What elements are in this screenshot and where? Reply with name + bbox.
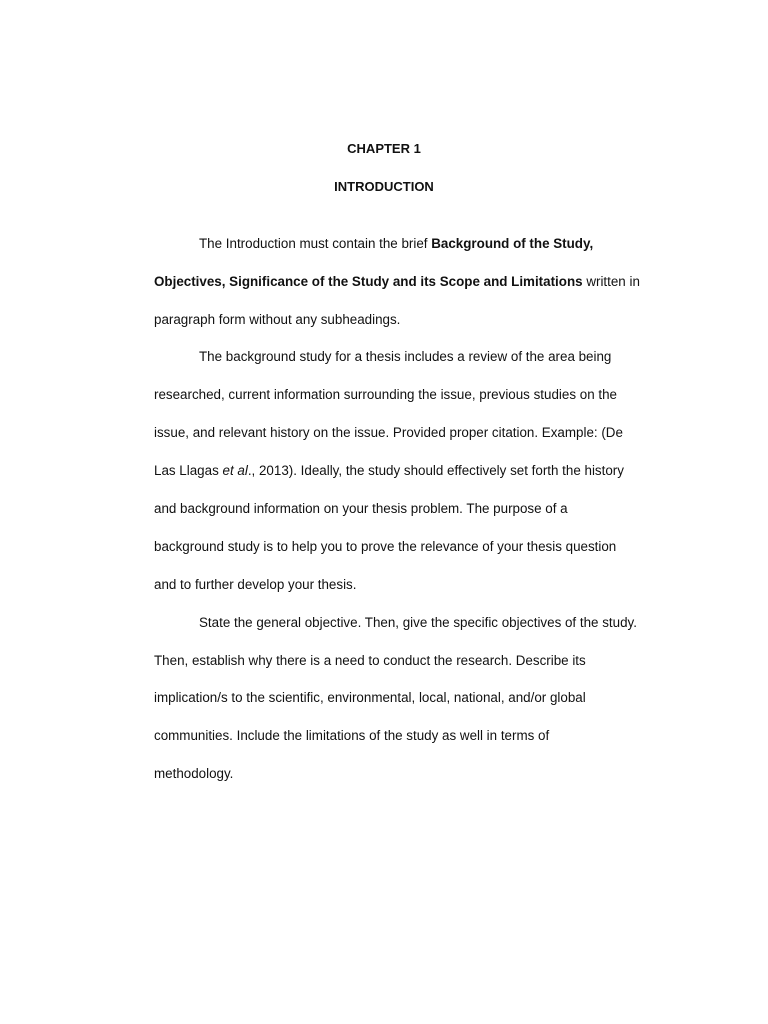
text-run: Las Llagas (154, 463, 223, 478)
text-run: issue, and relevant history on the issue. Provided proper citation. Example: (De (154, 425, 623, 440)
text-line (154, 539, 616, 555)
text-line (199, 615, 637, 631)
text-line (199, 236, 593, 252)
bold-text: Background of the Study, (431, 236, 594, 251)
text-run: Then, establish why there is a need to conduct the research. Describe its (154, 653, 586, 668)
text-line (154, 766, 233, 782)
text-run: and background information on your thesis problem. The purpose of a (154, 501, 568, 516)
text-run: communities. Include the limitations of the study as well in terms of (154, 728, 550, 743)
text-line (154, 728, 549, 744)
text-line (154, 653, 586, 669)
bold-text: Objectives, Significance of the Study and its Scope and Limitations (154, 274, 583, 289)
text-line (154, 690, 586, 706)
text-run: State the general objective. Then, give the specific objectives of the study. (199, 615, 637, 630)
chapter-heading: CHAPTER 1 (347, 141, 421, 156)
text-run: written in (582, 274, 640, 289)
text-run: background study is to help you to prove the relevance of your thesis question (154, 539, 617, 554)
text-run: ., 2013). Ideally, the study should effectively set forth the history (247, 463, 624, 478)
text-line (154, 387, 617, 403)
text-line (199, 349, 611, 365)
text-run: The Introduction must contain the brief (199, 236, 432, 251)
text-run: paragraph form without any subheadings. (154, 312, 401, 327)
page-title: INTRODUCTION (334, 179, 434, 194)
text-line (154, 312, 400, 328)
text-line (154, 425, 623, 441)
text-line (154, 274, 640, 290)
text-run: researched, current information surrounding the issue, previous studies on the (154, 387, 617, 402)
text-line (154, 577, 356, 593)
text-run: The background study for a thesis includes a review of the area being (199, 349, 612, 364)
italic-text: et al (222, 463, 248, 478)
text-run: methodology. (154, 766, 234, 781)
text-run: implication/s to the scientific, environmental, local, national, and/or global (154, 690, 586, 705)
text-line (154, 501, 568, 517)
text-run: and to further develop your thesis. (154, 577, 357, 592)
text-line (154, 463, 624, 479)
